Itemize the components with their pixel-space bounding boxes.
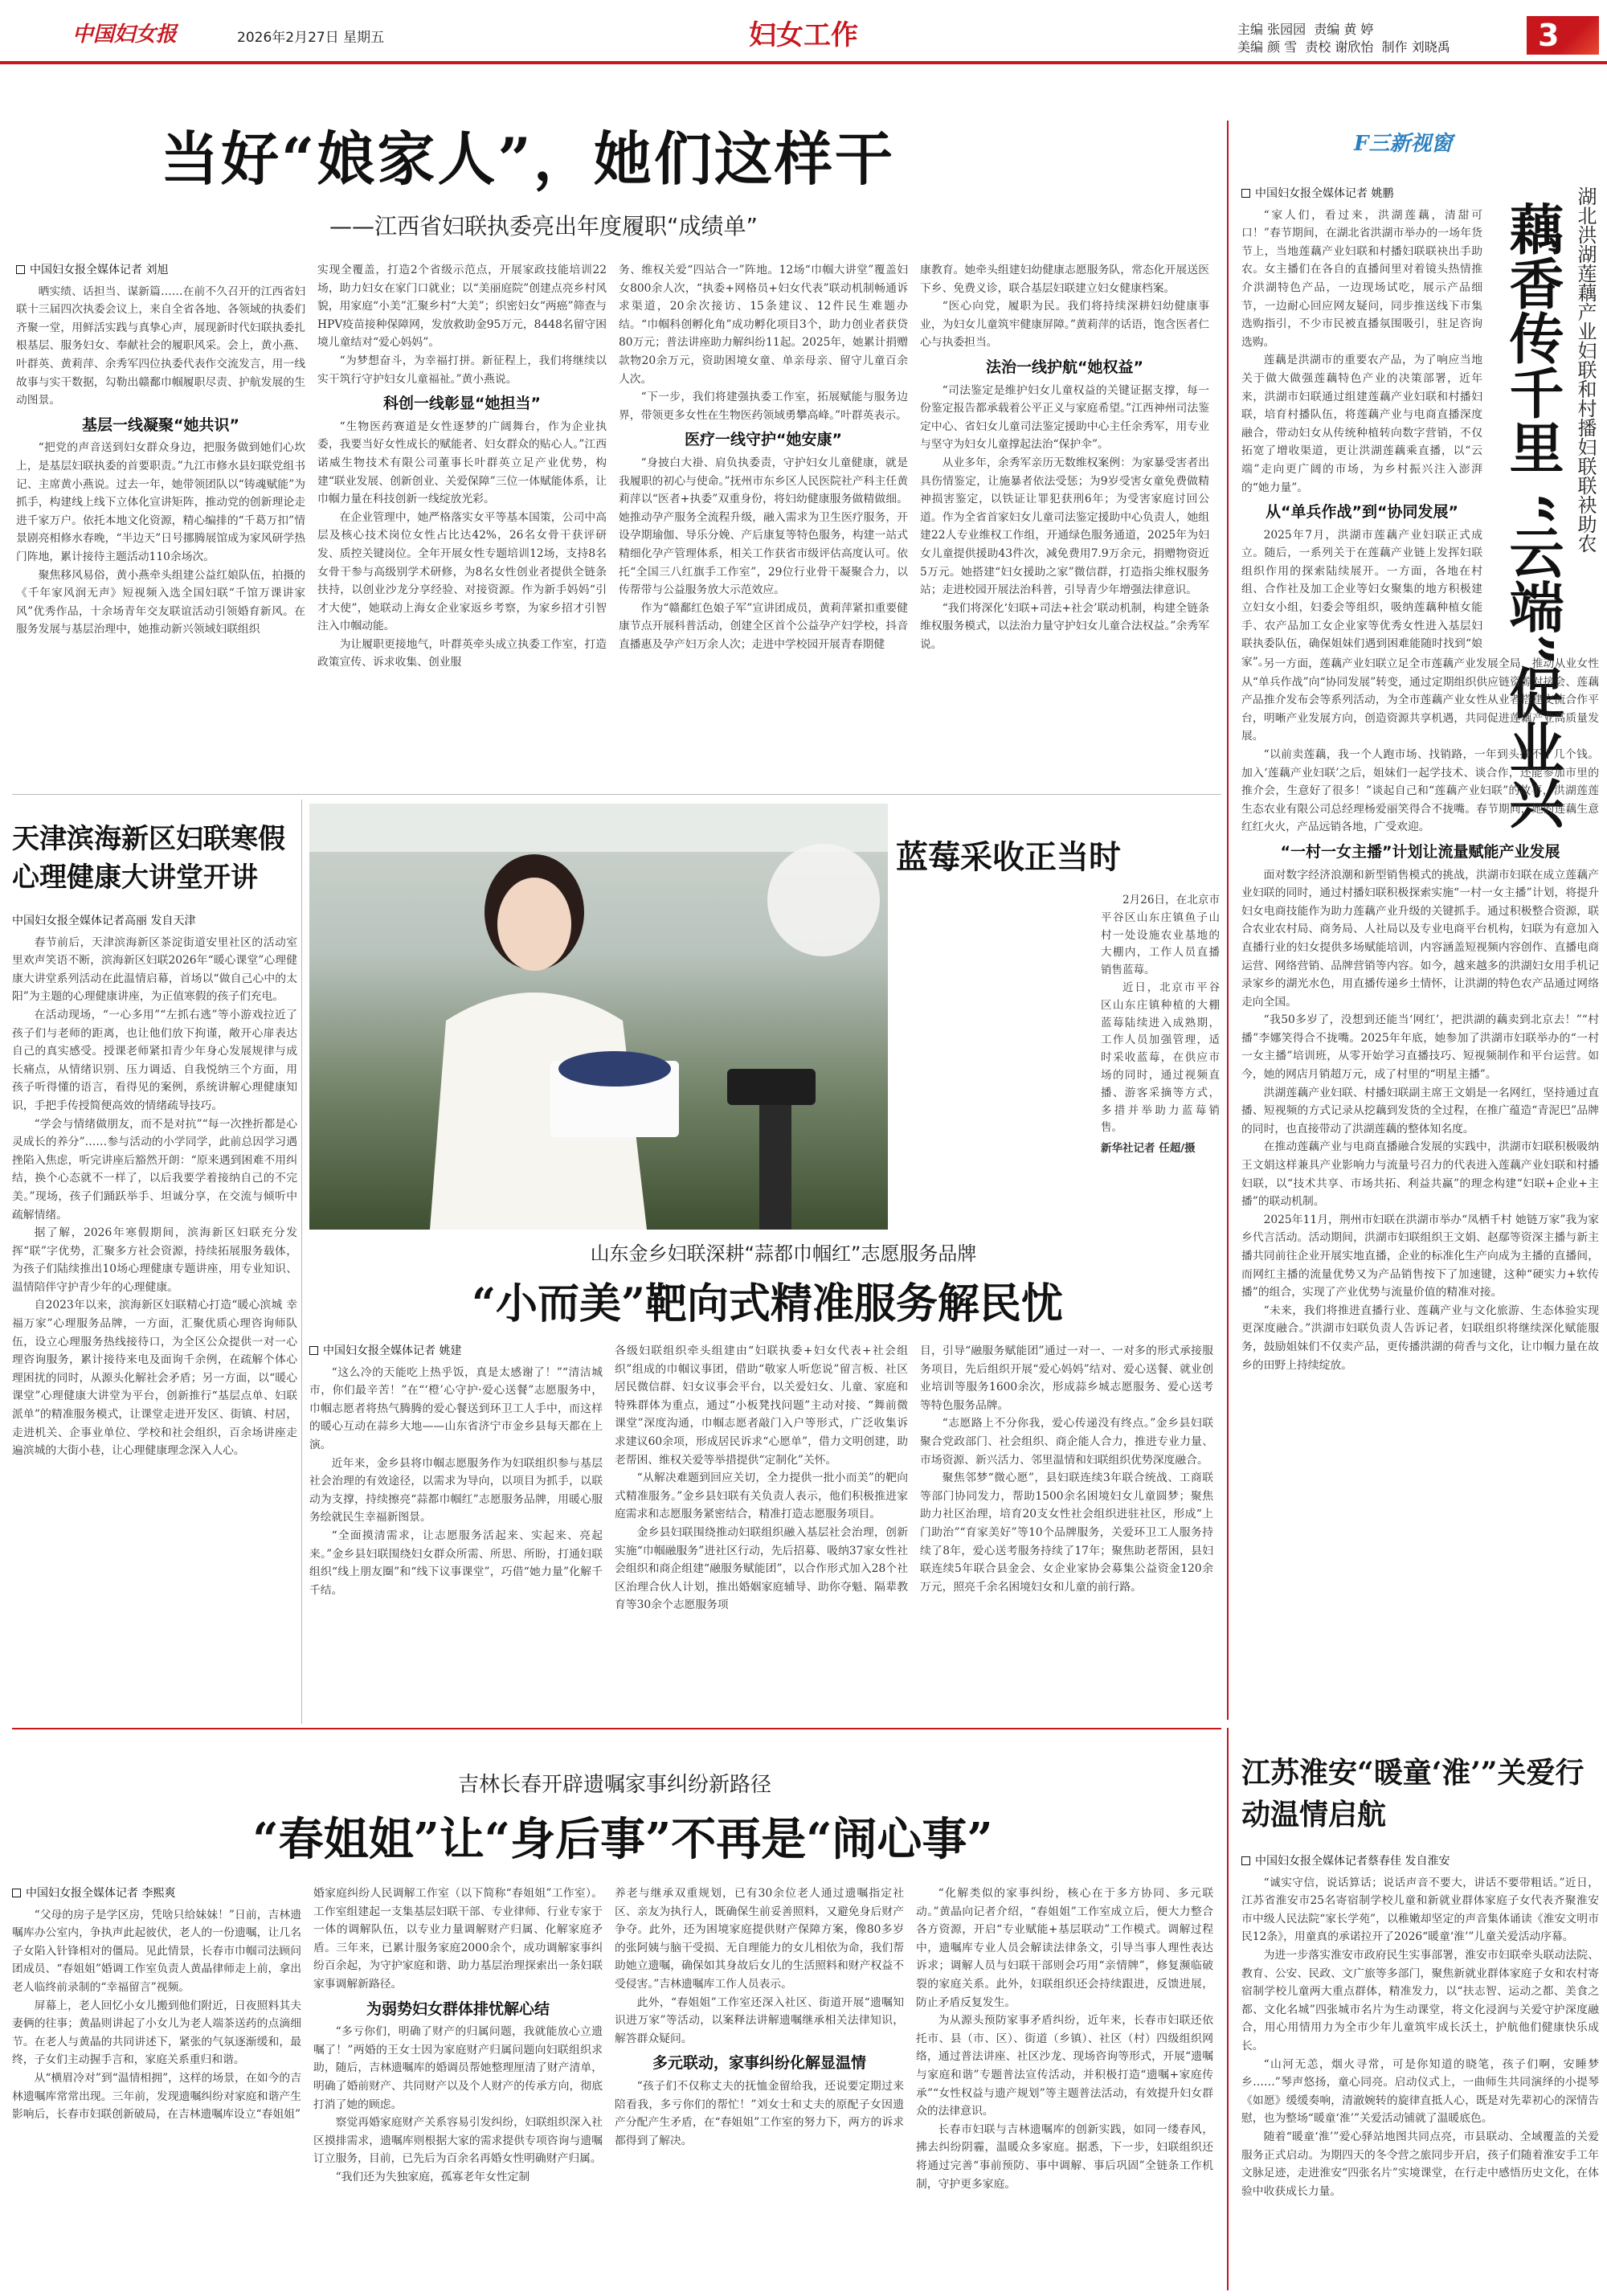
col-2 (317, 261, 607, 784)
col-1 (12, 1885, 301, 2290)
divider (1227, 1728, 1229, 2290)
page-number-text: 3 (1538, 18, 1560, 53)
photo-caption (1101, 892, 1220, 1230)
staff-line-2: 美编 颜 雪 责校 谢欣怡 制作 刘晓禹 (1237, 39, 1450, 55)
divider (301, 800, 302, 1724)
paragraph: 为让履职更接地气，叶群英牵头成立执委工作室，打造政策宣传、诉求收集、创业服 (317, 637, 607, 669)
byline-text: 中国妇女报全媒体记者 李熙爽 (26, 1887, 176, 1900)
col-2 (313, 1885, 603, 2290)
paragraph: 据了解，2026年寒假期间，滨海新区妇联充分发挥“联”字优势，汇聚多方社会资源，持续拓展服务载体，为孩子们陆续推出10场心理健康专题讲座，用专业知识、温情陪伴守护青少年的心理健康。 (12, 1226, 297, 1294)
paragraph: 作为“赣鄱红色娘子军”宣讲团成员，黄莉萍紧扣重要健康节点开展科普活动，创建全区首个公益孕产妇学校，抖音直播惠及孕产妇万余人次；走进中学校园开展青春期健 (619, 601, 908, 651)
square-icon (309, 1346, 318, 1355)
photo-headline: 蓝莓采收正当时 (896, 838, 1121, 876)
paragraph: “诚实守信，说话算话；说话声音不要大，讲话不要带粗话。”近日，江苏省淮安市25名寄宿制学校儿童和新就业群体家庭子女代表齐聚淮安市中级人民法院“家长学苑”，以稚嫩却坚定的声音集体诵读《淮安文明市民12条》，用童真的承诺拉开了2026“暖童‘淮’”儿童关爱活动序幕。 (1241, 1876, 1599, 1944)
kicker: 山东金乡妇联深耕“蒜都巾帼红”志愿服务品牌 (590, 1242, 977, 1265)
paragraph: 从业多年，余秀军亲历无数维权案例：为家暴受害者出具伤情鉴定，让施暴者依法受惩；为9岁受害女童免费做精神损害鉴定，以铁证让罪犯获刑6年；为受害家庭讨回公道。作为全省首家妇女儿童司法鉴定援助中心负责人，她组建22人专业维权工作组，开通绿色服务通道，2025年为妇女儿童提供援助43件次，减免费用7.9万余元，捐赠物资近5万元。她搭建“妇女援助之家”微信群，打造指尖维权服务站；走进校园开展法治科普，引导青少年增强法律意识。 (920, 456, 1209, 597)
subhead: 为弱势妇女群体排忧解心结 (366, 1999, 550, 2018)
paragraph: 在活动现场，“一心多用”“左抓右逃”等小游戏拉近了孩子们与老师的距离，也让他们放下拘谨，敞开心扉表达自己的真实感受。授课老师紧扣青少年身心发展规律与成长痛点，从情绪识别、压力调适、自我悦纳三个方面，用孩子听得懂的语言，看得见的案例，系统讲解心理健康知识，手把手传授简便高效的情绪疏导技巧。 (12, 1008, 297, 1112)
paragraph: 在推动莲藕产业与电商直播融合发展的实践中，洪湖市妇联积极吸纳王文娟这样兼具产业影响力与流量号召力的代表进入莲藕产业妇联和村播妇联，以“技术共享、市场共拓、利益共赢”的理念构建“妇联+企业+主播”的联动机制。 (1241, 1140, 1599, 1209)
photo-illustration (309, 804, 888, 1230)
col-2 (615, 1342, 908, 1720)
paragraph: “家人们，看过来，洪湖莲藕，清甜可口！”春节期间，在湖北省洪湖市举办的一场年货节上，当地莲藕产业妇联和村播妇联联袂出手助农。女主播们在各自的直播间里对着镜头热情推介洪湖特色产品，一边现场试吃，展示产品细节，一边耐心回应网友疑问，同步推送线下市集选购指引，不少市民被直播氛围吸引，驻足咨询选购。 (1241, 208, 1482, 349)
paragraph: 为从源头预防家事矛盾纠纷，近年来，长春市妇联还依托市、县（市、区）、街道（乡镇）、社区（村）四级组织网络，通过普法讲座、社区沙龙、现场咨询等形式，开展“遗嘱与家庭和谐”专题普法宣传活动，并积极打造“遗嘱+家庭传承”“女性权益与遗产规划”等主题普法活动，有效提升妇女群众的法律意识。 (916, 2014, 1213, 2118)
paragraph: 随着“暖童‘淮’”爱心驿站地图共同点亮，市县联动、全域覆盖的关爱服务正式启动。为期四天的冬令营之旅同步开启，孩子们随着淮安手工年文脉足迹，走进淮安“四张名片”实境课堂，在行走中感悟历史文化，在体验中收获成长力量。 (1241, 2130, 1599, 2198)
article-tianjin (12, 800, 297, 1724)
col-tianjin (12, 912, 297, 1720)
article-jiangxi (0, 64, 1221, 792)
subhead: 法治一线护航“她权益” (986, 358, 1143, 376)
paragraph: 康教育。她牵头组建妇幼健康志愿服务队，常态化开展送医下乡、免费义诊，联合基层妇联建立妇女健康档案。 (920, 264, 1209, 295)
paragraph: 聚焦邻梦“微心愿”，县妇联连续3年联合统战、工商联等部门协同发力，帮助1500余名困境妇女儿童圆梦；聚焦助力社区治理，培育20支女性社会组织进驻社区，形成“上门助治”“育家美好”等10个品牌服务，关爱环卫工人服务持续了8年，爱心送考服务持续了17年；聚焦助老帮困，县妇联连续5年联合县金会、女企业家协会募集公益资金120余万元，照亮千余名困境妇女和儿童的前行路。 (920, 1471, 1213, 1594)
paragraph: 金乡县妇联围绕推动妇联组织融入基层社会治理，创新实施“巾帼融服务”进社区行动，先后招募、吸纳37家女性社会组织和商企组建“融服务赋能团”，以合作形式加入28个社区治理合伙人计划，推出婚姻家庭辅导、助你夺魁、隔辈教育等30余个志愿服务项 (615, 1525, 908, 1612)
paragraph: 从“横眉冷对”到“温情相拥”，这样的场景，在如今的吉林遗嘱库常常出现。三年前，发现遗嘱纠纷对家庭和谐产生影响后，长春市妇联创新破局，在吉林遗嘱库设立“春姐姐” (12, 2071, 301, 2122)
subhead: 多元联动，家事纠纷化解显温情 (652, 2054, 866, 2073)
blueberry-photo (309, 804, 888, 1230)
paragraph: 察觉再婚家庭财产关系容易引发纠纷，妇联组织深入社区摸排需求，遗嘱库则根据大家的需求提供专项咨询与遗嘱订立服务，目前，已先后为百余名再婚女性明确财产归属。 (313, 2116, 603, 2166)
paragraph: 在企业管理中，她严格落实女平等基本国策，公司中高层及核心技术岗位女性占比达42%，26名女骨干获评研发、质控关键岗位。全年开展女性专题培训12场，支持8名女骨干参与高级别学术研修，为8名女性创业者提供全链条扶持，以创业沙龙分享经验、对接资源。作为新手妈妈“引才大使”，她联动上海女企业家返乡考察，为家乡招才引智注入巾帼动能。 (317, 510, 607, 633)
paragraph: “我们还为失独家庭，孤寡老年女性定制 (335, 2170, 530, 2183)
col-1 (309, 1342, 603, 1720)
paragraph: “司法鉴定是维护妇女儿童权益的关键证据支撑，每一份鉴定报告都承载着公平正义与家庭希望。”江西神州司法鉴定中心、省妇女儿童司法鉴定援助中心主任余秀军，用专业与坚守为妇女儿童撑起法治“保护伞”。 (920, 383, 1209, 452)
paragraph: “多亏你们，明确了财产的归属问题，我就能放心立遗嘱了！”两婚的王女士因为家庭财产归属问题向妇联组织求助，随后，吉林遗嘱库的婚调员帮她整理厘清了财产清单，明确了婚前财产、共同财产以及个人财产的传承方向，彻底打消了她的顾虑。 (313, 2025, 603, 2111)
paragraph: 莲藕是洪湖市的重要农产品，为了响应当地关于做大做强莲藕特色产业的决策部署，近年来，洪湖市妇联通过组建莲藕产业妇联和村播妇联，培育村播队伍，将莲藕产业与电商直播深度融合，带动妇女从传统种植转向数字营销，不仅拓宽了增收渠道，更让洪湖莲藕乘直播，以“云端”走向更广阔的市场，为乡村振兴注入澎湃的“她力量”。 (1241, 354, 1482, 494)
byline (1241, 185, 1482, 203)
paragraph: “从解决难题到回应关切，全力提供一批小而美”的靶向式精准服务。”金乡县妇联有关负责人表示，他们积极推进家庭需求和志愿服务紧密结合，精准打造志愿服务项目。 (615, 1471, 908, 1521)
paragraph: “为梦想奋斗，为幸福打拼。新征程上，我们将继续以实干筑行守护妇女儿童福祉。”黄小燕说。 (317, 354, 607, 386)
byline-text: 中国妇女报全媒体记者 刘旭 (30, 264, 169, 276)
paragraph: 近日，北京市平谷区山东庄镇种植的大棚蓝莓陆续进入成熟期，工作人员加强管理，适时采收蓝莓，在供应市场的同时，通过视频直播、游客采摘等方式，多措并举助力蓝莓销售。 (1101, 980, 1220, 1135)
masthead-logo: 中国妇女报 (72, 23, 178, 47)
divider (12, 1728, 1221, 1729)
vertical-divider (1227, 121, 1229, 1720)
paragraph: 面对数字经济浪潮和新型销售模式的挑战，洪湖市妇联在成立莲藕产业妇联的同时，通过村播妇联积极探索实施“一村一女主播”计划，将提升妇女电商技能作为助力莲藕产业升级的关键抓手。通过积极整合资源，联合农业农村局、商务局、人社局以及专业电商平台机构，妇联为有意加入直播行业的妇女提供多场赋能培训，内容涵盖短视频内容创作、直播电商运营、网络营销、品牌营销等内容。如今，越来越多的洪湖妇女用手机记录家乡的湖光水色，用直播传递乡土情怀，让洪湖的特色农产品通过网络走向全国。 (1241, 868, 1599, 1009)
paragraph: “以前卖莲藕，我一个人跑市场、找销路，一年到头挣不了几个钱。加入‘莲藕产业妇联’之后，姐妹们一起学技术、谈合作，还能参加市里的推介会，生意好了很多！”谈起自己和“莲藕产业妇联”的故事，洪湖莲莲生态农业有限公司总经理杨爱丽笑得合不拢嘴。春节期间，她的莲藕生意红红火火，产品远销各地，广受欢迎。 (1241, 747, 1599, 834)
byline-text: 中国妇女报全媒体记者蔡春佳 发自淮安 (1255, 1855, 1450, 1868)
article-jinxiang (309, 1238, 1221, 1720)
paragraph: 各级妇联组织牵头组建由“妇联执委+妇女代表+社会组织”组成的巾帼议事团，借助“敬家人听您说”留言板、社区居民微信群、妇女议事会平台，以关爱妇女、儿童、家庭和特殊群体为重点，通过“小板凳找问题”主动对接、“舞前微课堂”深度沟通，巾帼志愿者敲门入户等形式，广泛收集诉求建议60余项，形成居民诉求“心愿单”，借力文明创建，助老帮困、维权关爱等举措提供“定制化”关怀。 (615, 1344, 908, 1467)
col-3 (920, 1342, 1213, 1720)
subhead: 科创一线彰显“她担当” (383, 395, 541, 413)
paragraph: “我50多岁了，没想到还能当‘网红’，把洪湖的藕卖到北京去！”“村播”李娜笑得合不拢嘴。2025年年底，她参加了洪湖市妇联举办的“一村一女主播”培训班，从零开始学习直播技巧、短视频制作和平台运营。如今，她的网店月销超万元，成了村里的“明星主播”。 (1241, 1013, 1599, 1082)
side-kicker: 湖北洪湖莲藕产业妇联和村播妇联联袂助农 (1574, 186, 1597, 553)
paragraph: 另一方面，莲藕产业妇联立足全市莲藕产业发展全局，推动从业女性从“单兵作战”向“协同发展”转变，通过定期组织供应链资源对接会、莲藕产品推介发布会等系列活动，为全市莲藕产业女性从业者搭建交流合作平台，明晰产业发展方向，创造资源共享机遇，共同促进莲藕产业高质量发展。 (1241, 657, 1599, 743)
paragraph: 养老与继承双重规划，已有30余位老人通过遗嘱指定社区、亲友为执行人，既确保生前妥善照料，又避免身后财产争夺。此外，还为困境家庭提供财产保障方案，像80多岁的张阿姨与脑干受损、无自理能力的女儿相依为命，我们帮助她立遗嘱，确保如其身故后女儿的生活照料和财产权益不受侵害。”吉林遗嘱库工作人员表示。 (615, 1887, 904, 1991)
paragraph: 2月26日，在北京市平谷区山东庄镇鱼子山村一处设施农业基地的大棚内，工作人员直播销售蓝莓。 (1101, 894, 1220, 977)
subhead: 医疗一线守护“她安康” (685, 431, 842, 449)
paragraph: 此外，“春姐姐”工作室还深入社区、街道开展“遗嘱知识进万家”等活动，以案释法讲解遗嘱继承相关法律知识，解答群众疑问。 (615, 1995, 904, 2045)
article-changchun (12, 1736, 1221, 2290)
paragraph: 2025年11月，荆州市妇联在洪湖市举办“凤栖千村 她链万家”我为家乡代言活动。活动期间，洪湖市妇联组织王文娟、赵鄢等资深主播与新主播共同前往企业开展实地直播，企业的标准化生产向成为主播的直播间，而网红主播的流量优势又为产品销售按下了加速键，这种“硬实力+软传播”的组合，实现了产业优势与流量价值的精准对接。 (1241, 1213, 1599, 1299)
paragraph: “把党的声音送到妇女群众身边，把服务做到她们心坎上，是基层妇联执委的首要职责。”九江市修水县妇联党组书记、主席黄小燕说。过去一年，她带领团队以“铸魂赋能”为抓手，构建线上线下立体化宣讲矩阵，推动党的创新理论走进千家万户。依托本地文化资源，精心编排的“千葛万扣”情景剧亮相修水春晚，“半边天”日号挪腾展馆成为家风研学热门阵地，累计接待主题活动110余场次。 (16, 441, 305, 563)
col-4 (916, 1885, 1213, 2290)
byline: 中国妇女报全媒体记者高丽 发自天津 (12, 915, 196, 927)
headline: “春姐姐”让“身后事”不再是“闹心事” (252, 1813, 993, 1866)
staff-line-1: 主编 张园园 责编 黄 婷 (1237, 22, 1374, 37)
paragraph: 2025年7月，洪湖市莲藕产业妇联正式成立。随后，一系列关于在莲藕产业链上发挥妇联组织作用的探索陆续展开。一方面，各地在村组、合作社及加工企业等妇女聚集的地方积极建立妇女小组，妇委会等组织，吸纳莲藕种植女能手、农产品加工女企业家等优秀女性进入基层妇联执委队伍，确保姐妹们遇到困难能随时找到“娘家”。 (1241, 528, 1482, 669)
subhead: 基层一线凝聚“她共识” (82, 415, 239, 434)
paragraph: 目，引导“融服务赋能团”通过一对一、一对多的形式承接服务项目，先后组织开展“爱心妈妈”结对、爱心送餐、就业创业培训等服务1600余次，形成蒜乡城志愿服务、爱心送考等特色服务品牌。 (920, 1344, 1213, 1412)
section-name: 妇女工作 (749, 19, 858, 51)
headline: “小而美”靶向式精准服务解民忧 (472, 1279, 1063, 1328)
article-honghu (1233, 121, 1607, 1720)
paragraph: “这么冷的天能吃上热乎饭，真是太感谢了！”“清洁城市，你们最辛苦！”在“‘橙’心守护·爱心送餐”志愿服务中，巾帼志愿者将热气腾腾的爱心餐送到环卫工人手中，而这样的暖心互动在蒜乡大地——山东省济宁市金乡县每天都在上演。 (309, 1365, 603, 1451)
subheadline: ——江西省妇联执委亮出年度履职“成绩单” (329, 213, 759, 239)
headline: 当好“娘家人”，她们这样干 (161, 125, 895, 193)
paragraph: 务、维权关爱“四站合一”阵地。12场“巾帼大讲堂”覆盖妇女800余人次，“执委+网格员+妇女代表”联动机制畅通诉求渠道，20余次接访、15条建议、12件民生难题办结。“巾帼科创孵化角”成功孵化项目3个，助力创业者获贷80万元；普法讲座助力解纠纷11起。2025年，她累计捐赠款物20余万元，资助困境女童、单亲母亲、留守儿童百余人次。 (619, 264, 908, 386)
paragraph: 婚家庭纠纷人民调解工作室（以下简称“春姐姐”工作室）。工作室组建起一支集基层妇联干部、专业律师、行业专家于一体的调解队伍，以专业力量调解财产归属、化解家庭矛盾。三年来，已累计服务家庭2000余个，成功调解家事纠纷百余起，为守护家庭和谐、助力基层治理探索出一条妇联家事调解新路径。 (313, 1887, 603, 1991)
paragraph: “未来，我们将推进直播行业、莲藕产业与文化旅游、生态体验实现更深度融合。”洪湖市妇联负责人告诉记者，妇联组织将继续深化赋能服务，鼓励姐妹们不仅卖产品，更传播洪湖的荷香与文化，让巾帼力量在故乡的田野上持续绽放。 (1241, 1304, 1599, 1372)
byline (16, 261, 305, 280)
paragraph: 屏幕上，老人回忆小女儿搬到他们附近，日夜照料其夫妻俩的往事；黄晶则讲起了小女儿为老人端茶送药的点滴细节。在老人与黄晶的共同讲述下，紧张的气氛逐渐缓和，最终，子女们主动握手言和，家庭关系重归和谐。 (12, 1999, 301, 2067)
paragraph: “山河无恙，烟火寻常，可是你知道的晓笔，孩子们啊，安睡梦乡……”琴声悠扬，童心同亮。启动仪式上，一曲师生共同演绎的小提琴《如愿》缓缓奏响，清澈婉转的旋律直抵人心，既是对先辈初心的深情告慰，也为整场“暖童‘淮’”关爱活动铺就了温暖底色。 (1241, 2057, 1599, 2126)
headline: 天津滨海新区妇联寒假心理健康大讲堂开讲 (12, 823, 285, 894)
paragraph: 聚焦移风易俗，黄小燕牵头组建公益红娘队伍，拍摄的《千年家风润无声》短视频入选全国妇联“千馆万课讲家风”优秀作品，十余场青年交友联谊活动引领婚育新风。在服务发展与基层治理中，她推动新兴领域妇联组织 (16, 568, 305, 636)
subhead: 从“单兵作战”到“协同发展” (1266, 503, 1458, 522)
col-huaian (1241, 1852, 1599, 2290)
paragraph: 春节前后，天津滨海新区茶淀街道安里社区的活动室里欢声笑语不断，滨海新区妇联2026年“暖心课堂”心理健康大讲堂系列活动在此温情启幕，首场以“做自己心中的太阳”为主题的心理健康讲座，为正值寒假的孩子们充电。 (12, 935, 297, 1004)
paragraph: 洪湖莲藕产业妇联、村播妇联副主席王文娟是一名网红，坚持通过直播、短视频的方式记录从挖藕到发货的全过程，在推广蕴造“青泥巴”品牌的同时，也直接带动了洪湖莲藕的整体知名度。 (1241, 1086, 1599, 1136)
col-honghu-full (1241, 655, 1599, 1716)
photo-credit: 新华社记者 任超/摄 (1101, 1142, 1196, 1156)
masthead-date: 2026年2月27日 星期五 (237, 30, 385, 46)
article-huaian (1233, 1736, 1603, 2290)
paragraph: 晒实绩、话担当、谋新篇……在前不久召开的江西省妇联十三届四次执委会议上，来自全省各地、各领域的执委们齐聚一堂，用鲜活实践与真挚心声，展现新时代妇联执委扎根基层、服务妇女、奉献社会的履职风采。会上，黄小燕、叶群英、黄莉萍、余秀军四位执委代表作交流发言，用一线故事与实干数据，勾勒出赣鄱巾帼履职尽责、护航发展的生动图景。 (16, 284, 305, 407)
paragraph: “志愿路上不分你我，爱心传递没有终点。”金乡县妇联聚合党政部门、社会组织、商企能人合力，推进专业力量、市场资源、新兴活力、邻里温情和妇联组织优势深度融合。 (920, 1417, 1213, 1467)
col-honghu-top (1241, 185, 1482, 669)
col-3 (619, 261, 908, 784)
square-icon (12, 1889, 21, 1897)
byline-text: 中国妇女报全媒体记者 姚建 (323, 1344, 462, 1357)
paragraph: 自2023年以来，滨海新区妇联精心打造“暖心滨城 幸福万家”心理服务品牌，一方面，汇聚优质心理咨询师队伍，设立心理服务热线接待口，为全区公众提供一对一心理咨询服务，累计接待来电及面询千余例，在疏解个体心理困扰的同时，从源头化解社会矛盾；另一方面，以“暖心课堂”心理健康大讲堂为平台，创新推行“基层点单、妇联派单”的精准服务模式，让课堂走进开发区、街镇、村居，走进机关、企事业单位、学校和社会组织，百余场讲座走遍滨城的大街小巷，让心理健康理念深入人心。 (12, 1299, 297, 1458)
paragraph: “全面摸清需求，让志愿服务活起来、实起来、亮起来。”金乡县妇联围绕妇女群众所需、所思、所盼，打通妇联组织“线上朋友圈”和“线下议事课堂”，巧借“她力量”化解千千结。 (309, 1529, 603, 1597)
paragraph: “父母的房子是学区房，凭啥只给妹妹！”日前，吉林遗嘱库办公室内，争执声此起彼伏，老人的一份遗嘱，让几名子女陷入针锋相对的僵局。见此情景，长春市巾帼司法顾问团成员、“春姐姐”婚调工作室负责人黄晶律师走上前，拿出老人临终前录制的“幸福留言”视频。 (12, 1908, 301, 1994)
paragraph: 实现全覆盖，打造2个省级示范点，开展家政技能培训22场，助力妇女在家门口就业；以“美丽庭院”创建点亮乡村风貌，用家庭“小美”汇聚乡村“大美”；织密妇女“两癌”筛查与HPV疫苗接种保障网，发放救助金95万元，8448名留守困境儿童结对“爱心妈妈”。 (317, 264, 607, 350)
square-icon (1241, 189, 1250, 198)
byline (309, 1342, 603, 1361)
paragraph: “我们将深化‘妇联+司法+社会’联动机制，构建全链条维权服务模式，以法治力量守护妇女儿童合法权益。”余秀军说。 (920, 601, 1209, 651)
square-icon (1241, 1856, 1250, 1865)
subhead: “一村一女主播”计划让流量赋能产业发展 (1280, 842, 1560, 861)
headline: 江苏淮安“暖童‘淮’”关爱行动温情启航 (1241, 1756, 1585, 1831)
divider (12, 794, 1221, 795)
paragraph: 为进一步落实淮安市政府民生实事部署，淮安市妇联牵头联动法院、教育、公安、民政、文广旅等多部门，聚焦新就业群体家庭子女和农村寄宿制学校儿童两大重点群体，精准发力，以“扶志智、运动之都、美食之都、文化名城”四张城市名片为生动课堂，将文化浸润与关爱守护深度融合，用心用情用力为全市少年儿童筑牢成长沃土，护航他们健康快乐成长。 (1241, 1948, 1599, 2052)
paragraph: “身披白大褂、肩负执委责，守护妇女儿童健康，就是我履职的初心与使命。”抚州市东乡区人民医院社产科主任黄莉萍以“医者+执委”双重身份，将妇幼健康服务做精做细。她推动孕产服务全流程升级，融入需求为卫生医疗服务，开设孕期瑜伽、导乐分娩、产后康复等特色服务，构建一站式精细化孕产管理体系，相关工作获省市级评估高度认可。依托“全国三八红旗手工作室”，29位行业骨干凝聚合力，以传帮带与公益服务放大示范效应。 (619, 456, 908, 597)
paragraph: “学会与情绪做朋友，而不是对抗”“每一次挫折都是心灵成长的养分”……参与活动的小学同学，此前总因学习遇挫陷入焦虑，听完讲座后豁然开朗：“原来遇到困难不用纠结，换个心态就不一样了，以后我要学着接纳自己的不完美。”现场，孩子们踊跃举手、坦诚分享，在交流与倾听中疏解情绪。 (12, 1117, 297, 1222)
kicker: 吉林长春开辟遗嘱家事纠纷新路径 (457, 1773, 771, 1797)
byline-text: 中国妇女报全媒体记者 姚鹏 (1255, 187, 1394, 200)
paragraph: “医心向党，履职为民。我们将持续深耕妇幼健康事业，为妇女儿童筑牢健康屏障。”黄莉萍的话语，饱含医者仁心与执委担当。 (920, 300, 1209, 350)
col-1 (16, 261, 305, 784)
paragraph: 近年来，金乡县将巾帼志愿服务作为妇联组织参与基层社会治理的有效途径，以需求为导向，以项目为抓手，以联动为支撑，持续擦亮“蒜都巾帼红”志愿服务品牌，用暖心服务绘就民生幸福新图景。 (309, 1456, 603, 1525)
col-4 (920, 261, 1209, 784)
paragraph: 长春市妇联与吉林遗嘱库的创新实践，如同一缕春风，拂去纠纷阴霾，温暖众多家庭。据悉，下一步，妇联组织还将通过完善“事前预防、事中调解、事后巩固”全链条工作机制，守护更多家庭。 (916, 2122, 1213, 2191)
paragraph: “孩子们不仅称丈夫的抚恤金留给我，还说要定期过来陪看我，多亏你们的帮忙！”刘女士和丈夫的原配子女因遗产分配产生矛盾，在“春姐姐”工作室的努力下，两方的诉求都得到了解决。 (615, 2079, 904, 2147)
paragraph: “化解类似的家事纠纷，核心在于多方协同、多元联动。”黄晶向记者介绍，“春姐姐”工作室成立后，便大力整合各方资源，开启“专业赋能+基层联动”工作模式。调解过程中，遗嘱库专业人员会解读法律条文，引导当事人理性表达诉求；调解人员与妇联干部则会巧用“亲情牌”，修复濒临破裂的家庭关系。此外，妇联组织还会持续跟进，反馈进展，防止矛盾反复发生。 (916, 1887, 1213, 2009)
byline (12, 1885, 301, 1903)
paragraph: “下一步，我们将建强执委工作室，拓展赋能与服务边界，带领更多女性在生物医药领域勇攀高峰。”叶群英表示。 (619, 391, 908, 422)
masthead (0, 0, 1607, 59)
column-brand: F三新视窗 (1354, 132, 1453, 156)
paragraph: “生物医药赛道是女性逐梦的广阔舞台，作为企业执委，我要当好女性成长的赋能者、妇女群众的贴心人。”江西诺威生物技术有限公司董事长叶群英立足产业优势，构建“联业发展、创新创业、关爱保障”三位一体赋能体系，让巾帼力量在科技创新一线绽放光彩。 (317, 420, 607, 506)
col-3 (615, 1885, 904, 2290)
page-number (1527, 16, 1599, 55)
byline (1241, 1852, 1599, 1871)
square-icon (16, 265, 25, 274)
headline-vertical: 藕香传千里 “云端”促业兴 (1500, 201, 1564, 829)
